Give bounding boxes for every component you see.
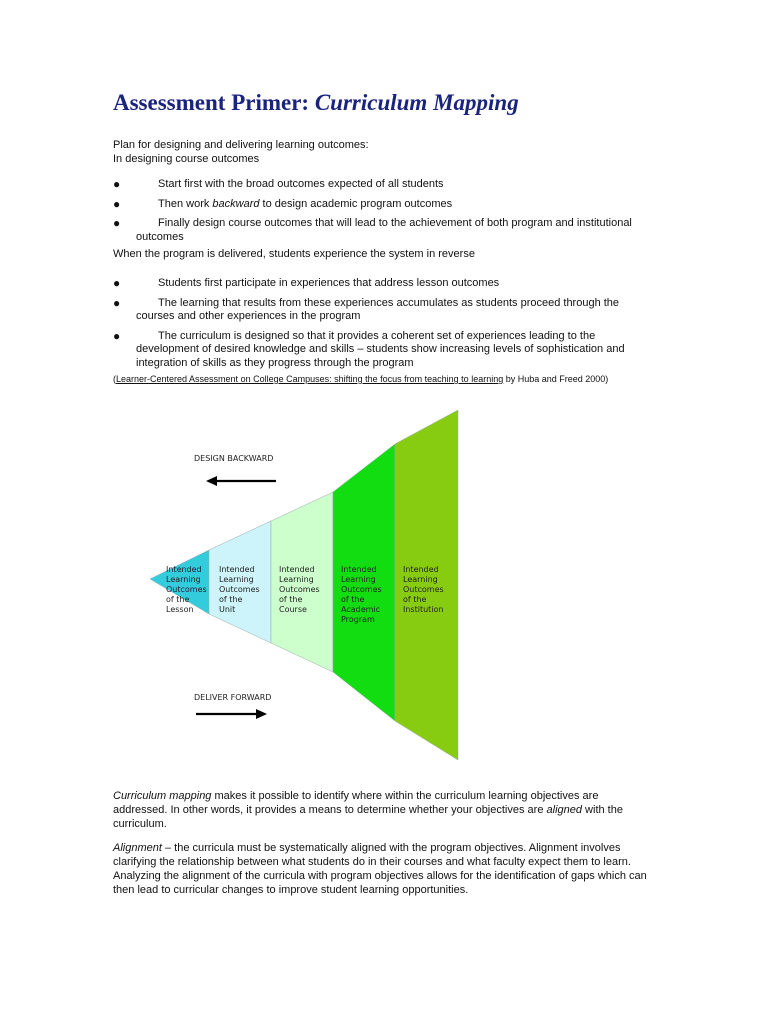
bullet-text: Then work backward to design academic program outcomes	[158, 197, 453, 210]
list-item	[113, 277, 653, 291]
bullet-text: Start first with the broad outcomes expected of all students	[158, 178, 444, 190]
left-arrow-icon	[206, 476, 276, 486]
bullet-text: Students first participate in experiences that address lesson outcomes	[158, 277, 500, 289]
curriculum-mapping-diagram	[140, 405, 470, 770]
segment-label-line: Institution	[403, 605, 444, 614]
segment-label-line: Outcomes	[403, 585, 444, 594]
segment-label-line: Unit	[219, 605, 236, 614]
list-item	[113, 178, 653, 192]
bullet-text: The learning that results from these experiences accumulates as students proceed through the courses and other experiences in the program	[136, 296, 620, 322]
segment-label-line: Academic	[341, 605, 381, 614]
curriculum-mapping-paragraph: Curriculum mapping makes it possible to identify where within the curriculum learning objectives are addressed. In other words, it provides a means to determine whether your objectives are aligned with the curriculum.	[113, 790, 623, 830]
page-title	[113, 90, 519, 116]
segment-label-line: of the	[403, 595, 427, 604]
deliver-forward-label: DELIVER FORWARD	[194, 693, 272, 702]
segment-label-line: Intended	[166, 565, 202, 574]
alignment-paragraph: Alignment – the curricula must be systematically aligned with the program objectives. Alignment involves clarifying the relationship between what students do in their courses and what faculty expect them to learn. Analyzing the alignment of the curricula with program objectives allows for the identification of gaps which can then lead to curricular changes to improve student learning opportunities.	[113, 842, 647, 896]
citation: (Learner-Centered Assessment on College Campuses: shifting the focus from teaching to learning by Huba and Freed 2000)	[113, 374, 609, 384]
design-bullet-list	[113, 178, 653, 250]
bullet-text: Finally design course outcomes that will lead to the achievement of both program and institutional outcomes	[136, 217, 632, 243]
intro-line-1: Plan for designing and delivering learning outcomes:	[113, 139, 369, 151]
bullet-icon: ●	[113, 328, 121, 343]
list-item	[113, 297, 653, 324]
citation-link[interactable]: Learner-Centered Assessment on College Campuses: shifting the focus from teaching to learning	[116, 374, 504, 384]
delivery-intro: When the program is delivered, students experience the system in reverse	[113, 248, 475, 260]
segment-label-line: Intended	[219, 565, 255, 574]
segment-label-line: Intended	[279, 565, 315, 574]
segment-label-line: Course	[279, 605, 307, 614]
segment-label-line: Lesson	[166, 605, 194, 614]
segment-label-line: Outcomes	[279, 585, 320, 594]
bullet-icon: ●	[113, 177, 121, 191]
segment-label-line: Program	[341, 615, 375, 624]
segment-label-line: Learning	[279, 575, 314, 584]
segment-label-line: Learning	[166, 575, 201, 584]
segment-label-line: Outcomes	[166, 585, 207, 594]
bullet-icon: ●	[113, 196, 121, 211]
title-italic: Curriculum Mapping	[314, 90, 519, 115]
right-arrow-icon	[196, 709, 267, 719]
title-main: Assessment Primer:	[113, 90, 315, 115]
list-item	[113, 217, 653, 244]
bullet-text: The curriculum is designed so that it provides a coherent set of experiences leading to the development of desired knowledge and skills – students show increasing levels of sophistication and integration of skills as they progress through the program	[136, 329, 625, 369]
segment-label-line: Intended	[403, 565, 439, 574]
delivery-bullet-list	[113, 277, 653, 376]
segment-label-line: of the	[219, 595, 243, 604]
segment-label-line: Intended	[341, 565, 377, 574]
intro-text	[113, 138, 369, 166]
segment-label-institution	[403, 565, 444, 614]
bullet-icon: ●	[113, 276, 121, 290]
bullet-icon: ●	[113, 216, 121, 230]
segment-label-line: of the	[341, 595, 365, 604]
segment-label-line: Outcomes	[341, 585, 382, 594]
segment-label-line: Learning	[341, 575, 376, 584]
list-item	[113, 330, 653, 371]
segment-label-line: of the	[166, 595, 190, 604]
bullet-icon: ●	[113, 295, 121, 310]
design-backward-label: DESIGN BACKWARD	[194, 454, 274, 463]
segment-label-line: Learning	[403, 575, 438, 584]
list-item	[113, 198, 653, 212]
segment-label-line: Learning	[219, 575, 254, 584]
intro-line-2: In designing course outcomes	[113, 153, 260, 165]
segment-label-line: Outcomes	[219, 585, 260, 594]
segment-label-line: of the	[279, 595, 303, 604]
